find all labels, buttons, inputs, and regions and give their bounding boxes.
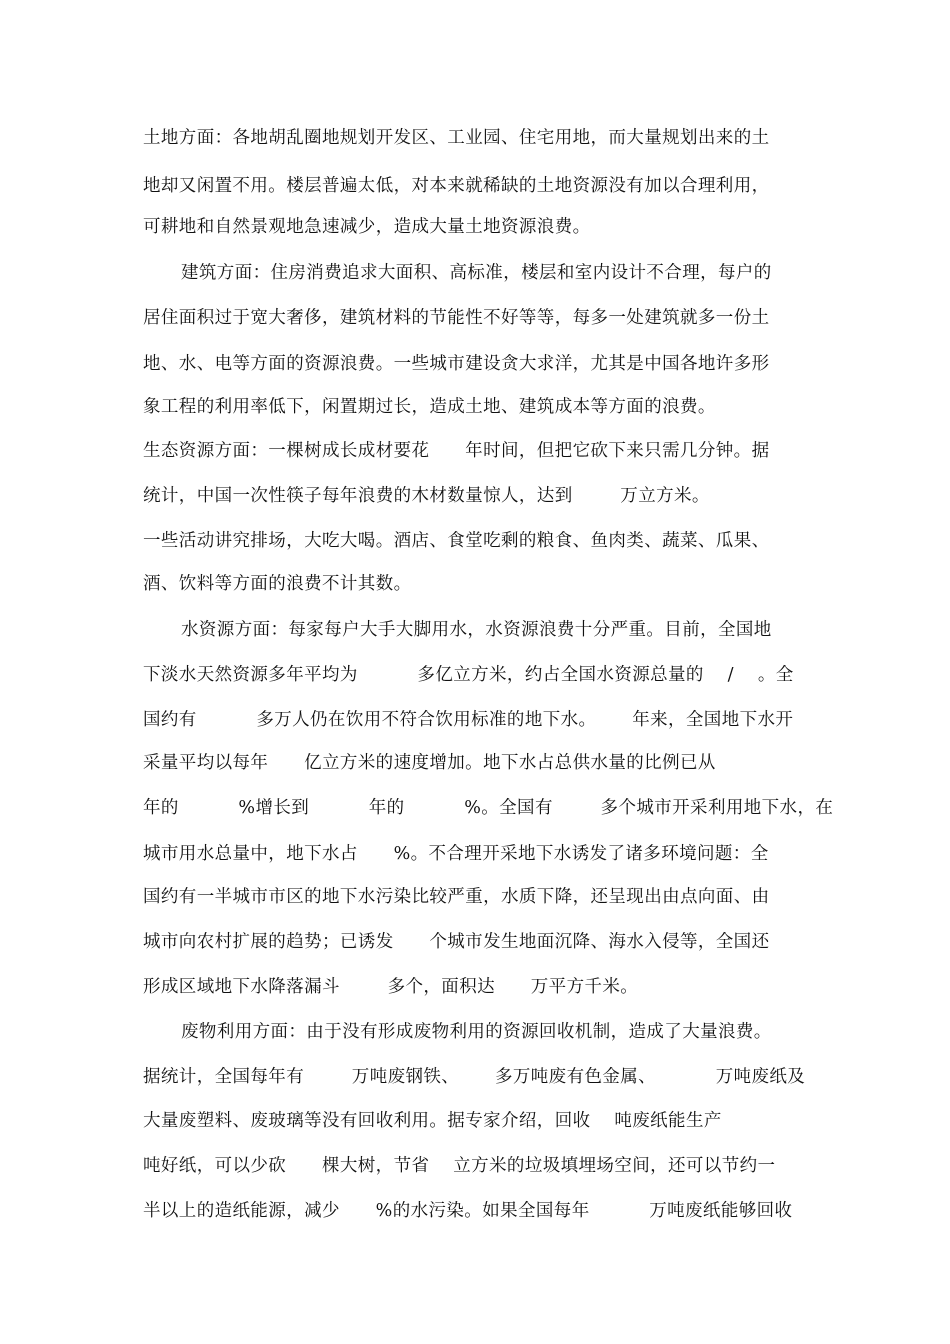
text-line: 半以上的造纸能源，减少 %的水污染。如果全国每年 万吨废纸能够回收	[143, 1201, 793, 1221]
text-line: 下淡水天然资源多年平均为 多亿立方米，约占全国水资源总量的 / 。全	[143, 665, 794, 685]
text-line: 统计，中国一次性筷子每年浪费的木材数量惊人，达到 万立方米。	[143, 486, 710, 506]
text-line: 可耕地和自然景观地急速减少，造成大量土地资源浪费。	[143, 217, 591, 237]
text-line: 据统计，全国每年有 万吨废钢铁、 多万吨废有色金属、 万吨废纸及	[143, 1067, 806, 1087]
text-line: 土地方面：各地胡乱圈地规划开发区、工业园、住宅用地，而大量规划出来的土	[143, 128, 770, 148]
text-line: 酒、饮料等方面的浪费不计其数。	[143, 574, 412, 594]
text-line: 生态资源方面：一棵树成长成材要花 年时间，但把它砍下来只需几分钟。据	[143, 441, 770, 461]
text-line: 大量废塑料、废玻璃等没有回收利用。据专家介绍，回收 吨废纸能生产	[143, 1111, 722, 1131]
text-line: 城市用水总量中，地下水占 %。不合理开采地下水诱发了诸多环境问题：全	[143, 844, 769, 864]
text-line: 年的 %增长到 年的 %。全国有 多个城市开采利用地下水，在	[143, 798, 834, 818]
text-line: 地、水、电等方面的资源浪费。一些城市建设贪大求洋，尤其是中国各地许多形	[143, 354, 770, 374]
text-line: 形成区域地下水降落漏斗 多个，面积达 万平方千米。	[143, 977, 639, 997]
text-line: 地却又闲置不用。楼层普遍太低，对本来就稀缺的土地资源没有加以合理利用，	[143, 176, 770, 196]
text-line: 象工程的利用率低下，闲置期过长，造成土地、建筑成本等方面的浪费。	[143, 397, 716, 417]
text-line: 居住面积过于宽大奢侈，建筑材料的节能性不好等等，每多一处建筑就多一份土	[143, 308, 770, 328]
text-line: 城市向农村扩展的趋势；已诱发 个城市发生地面沉降、海水入侵等，全国还	[143, 932, 770, 952]
text-line: 废物利用方面：由于没有形成废物利用的资源回收机制，造成了大量浪费。	[181, 1022, 772, 1042]
text-line: 一些活动讲究排场，大吃大喝。酒店、食堂吃剩的粮食、鱼肉类、蔬菜、瓜果、	[143, 531, 770, 551]
text-line: 国约有 多万人仍在饮用不符合饮用标准的地下水。 年来，全国地下水开	[143, 710, 794, 730]
text-line: 吨好纸，可以少砍 棵大树，节省 立方米的垃圾填埋场空间，还可以节约一	[143, 1156, 776, 1176]
text-line: 国约有一半城市市区的地下水污染比较严重，水质下降，还呈现出由点向面、由	[143, 887, 770, 907]
text-line: 建筑方面：住房消费追求大面积、高标准，楼层和室内设计不合理，每户的	[181, 263, 772, 283]
text-line: 采量平均以每年 亿立方米的速度增加。地下水占总供水量的比例已从	[143, 753, 716, 773]
text-line: 水资源方面：每家每户大手大脚用水，水资源浪费十分严重。目前，全国地	[181, 620, 772, 640]
